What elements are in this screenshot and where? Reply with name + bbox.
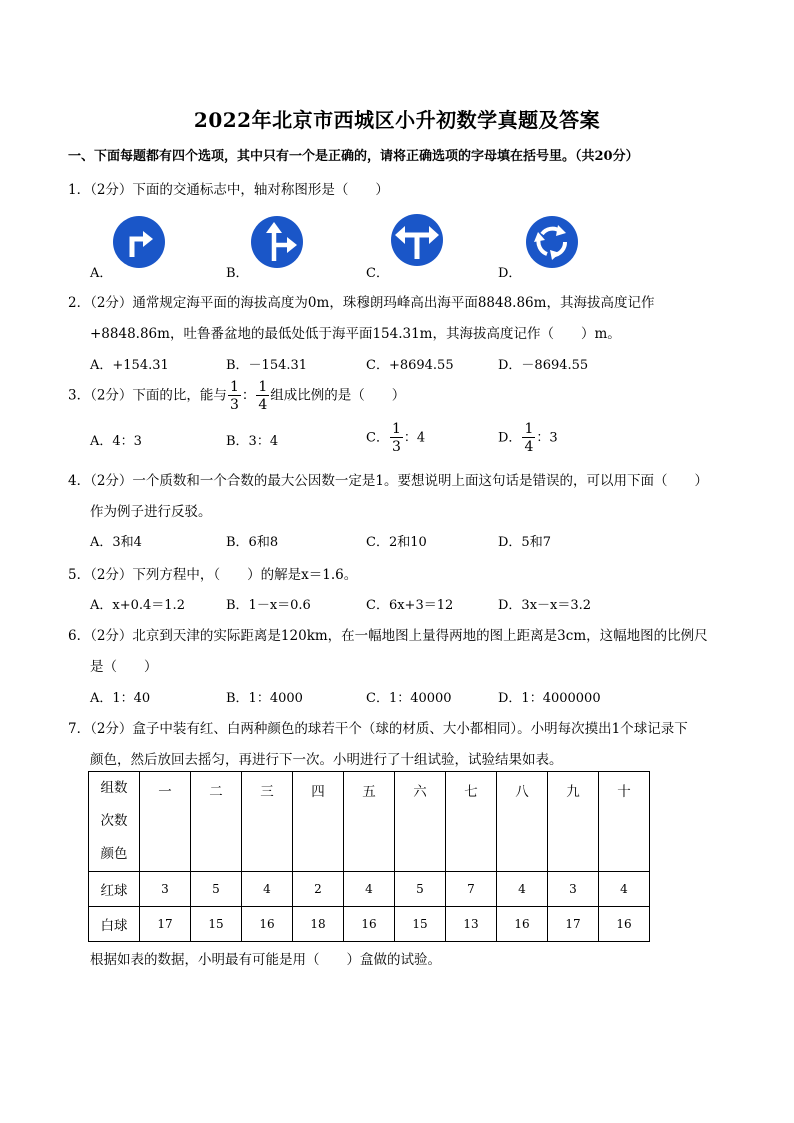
q2-option-d: D．－8694.55 bbox=[498, 358, 589, 373]
table-cell: 16 bbox=[497, 907, 548, 942]
question-6-line-1: 6．（2分）北京到天津的实际距离是120km，在一幅地图上量得两地的图上距离是3cm，这幅地图的比例尺 bbox=[68, 628, 708, 644]
q6-option-a: A．1：40 bbox=[90, 691, 151, 706]
q3-prefix: 3．（2分）下面的比，能与 bbox=[68, 387, 227, 404]
table-cell: 4 bbox=[242, 872, 293, 907]
question-2-line-1: 2．（2分）通常规定海平面的海拔高度为0m，珠穆朗玛峰高出海平面8848.86m，其海拔高度记作 bbox=[68, 295, 655, 311]
table-cell: 15 bbox=[395, 907, 446, 942]
fraction-one-fourth: $\frac{1}{4}$ bbox=[258, 379, 268, 413]
group-header: 七 bbox=[446, 772, 497, 872]
table-cell: 3 bbox=[548, 872, 599, 907]
table-cell: 4 bbox=[497, 872, 548, 907]
turn-right-sign-icon bbox=[112, 215, 166, 269]
fraction-one-fourth: $\frac{1}{4}$ bbox=[524, 421, 534, 455]
table-cell: 13 bbox=[446, 907, 497, 942]
q1-option-a: A． bbox=[90, 266, 113, 281]
q4-option-a: A．3和4 bbox=[90, 535, 142, 550]
page-title: 2022年北京市西城区小升初数学真题及答案 bbox=[193, 108, 601, 132]
q2-option-a: A．+154.31 bbox=[90, 358, 169, 373]
table-cell: 4 bbox=[599, 872, 650, 907]
row-label-white: 白球 bbox=[89, 907, 140, 942]
group-header: 八 bbox=[497, 772, 548, 872]
question-7-after-text: 根据如表的数据，小明最有可能是用（ ）盒做的试验。 bbox=[90, 952, 441, 968]
question-7-line-2: 颜色，然后放回去摇匀，再进行下一次。小明进行了十组试验，试验结果如表。 bbox=[90, 752, 563, 768]
q3-colon: ： bbox=[241, 387, 256, 404]
table-cell: 17 bbox=[140, 907, 191, 942]
group-header: 十 bbox=[599, 772, 650, 872]
left-or-right-sign-icon bbox=[390, 213, 444, 267]
roundabout-sign-icon bbox=[525, 215, 579, 269]
q2-option-c: C．+8694.55 bbox=[366, 358, 454, 373]
fraction-one-third: $\frac{1}{3}$ bbox=[229, 379, 239, 413]
q5-option-d: D．3x－x＝3.2 bbox=[498, 598, 592, 613]
q3-option-c: C． $\frac{1}{3}$ ：4 bbox=[366, 421, 426, 455]
table-row-red bbox=[89, 872, 650, 907]
group-header: 三 bbox=[242, 772, 293, 872]
q5-option-a: A．x+0.4＝1.2 bbox=[90, 598, 185, 613]
q3-option-d: D． $\frac{1}{4}$ ：3 bbox=[498, 421, 558, 455]
q1-option-b: B． bbox=[226, 266, 249, 281]
question-4-line-2: 作为例子进行反驳。 bbox=[90, 504, 212, 520]
group-header: 二 bbox=[191, 772, 242, 872]
q4-option-b: B．6和8 bbox=[226, 535, 279, 550]
q5-option-b: B．1－x＝0.6 bbox=[226, 598, 311, 613]
q4-option-c: C．2和10 bbox=[366, 535, 427, 550]
experiment-results-table bbox=[88, 771, 650, 942]
table-cell: 16 bbox=[344, 907, 395, 942]
q3-suffix: 组成比例的是（ ） bbox=[270, 387, 406, 404]
q5-option-c: C．6x+3＝12 bbox=[366, 598, 454, 613]
table-header-row bbox=[89, 772, 650, 872]
group-header: 四 bbox=[293, 772, 344, 872]
q2-option-b: B．－154.31 bbox=[226, 358, 308, 373]
q1-option-c: C． bbox=[366, 266, 389, 281]
q1-option-d: D． bbox=[498, 266, 522, 281]
group-header: 一 bbox=[140, 772, 191, 872]
question-2-line-2: +8848.86m，吐鲁番盆地的最低处低于海平面154.31m，其海拔高度记作（ ）m。 bbox=[90, 326, 621, 342]
section-heading: 一、下面每题都有四个选项，其中只有一个是正确的，请将正确选项的字母填在括号里。（共20分） bbox=[68, 149, 639, 164]
group-header: 五 bbox=[344, 772, 395, 872]
question-4-line-1: 4．（2分）一个质数和一个合数的最大公因数一定是1。要想说明上面这句话是错误的，可以用下面（ ） bbox=[68, 473, 709, 489]
q3-option-b: B．3：4 bbox=[226, 434, 279, 449]
question-5-text: 5．（2分）下列方程中，（ ）的解是x＝1.6。 bbox=[68, 567, 358, 583]
question-1-text: 1．（2分）下面的交通标志中，轴对称图形是（ ） bbox=[68, 182, 389, 198]
q3-option-a: A．4：3 bbox=[90, 434, 142, 449]
table-cell: 17 bbox=[548, 907, 599, 942]
table-cell: 5 bbox=[395, 872, 446, 907]
group-header: 九 bbox=[548, 772, 599, 872]
table-row-white bbox=[89, 907, 650, 942]
question-6-line-2: 是（ ） bbox=[90, 659, 158, 675]
table-cell: 18 bbox=[293, 907, 344, 942]
table-cell: 16 bbox=[242, 907, 293, 942]
table-cell: 2 bbox=[293, 872, 344, 907]
group-header: 六 bbox=[395, 772, 446, 872]
row-label-red: 红球 bbox=[89, 872, 140, 907]
table-cell: 5 bbox=[191, 872, 242, 907]
fraction-one-third: $\frac{1}{3}$ bbox=[391, 421, 401, 455]
question-7-line-1: 7．（2分）盒子中装有红、白两种颜色的球若干个（球的材质、大小都相同）。小明每次摸出1个球记录下 bbox=[68, 721, 688, 737]
q6-option-d: D．1：4000000 bbox=[498, 691, 601, 706]
table-cell: 16 bbox=[599, 907, 650, 942]
table-corner-header: 组数 次数 颜色 bbox=[89, 772, 140, 872]
q4-option-d: D．5和7 bbox=[498, 535, 551, 550]
straight-or-right-sign-icon bbox=[250, 215, 304, 269]
table-cell: 3 bbox=[140, 872, 191, 907]
table-cell: 7 bbox=[446, 872, 497, 907]
question-3-text bbox=[68, 380, 405, 412]
table-cell: 4 bbox=[344, 872, 395, 907]
table-cell: 15 bbox=[191, 907, 242, 942]
q6-option-b: B．1：4000 bbox=[226, 691, 303, 706]
q6-option-c: C．1：40000 bbox=[366, 691, 452, 706]
